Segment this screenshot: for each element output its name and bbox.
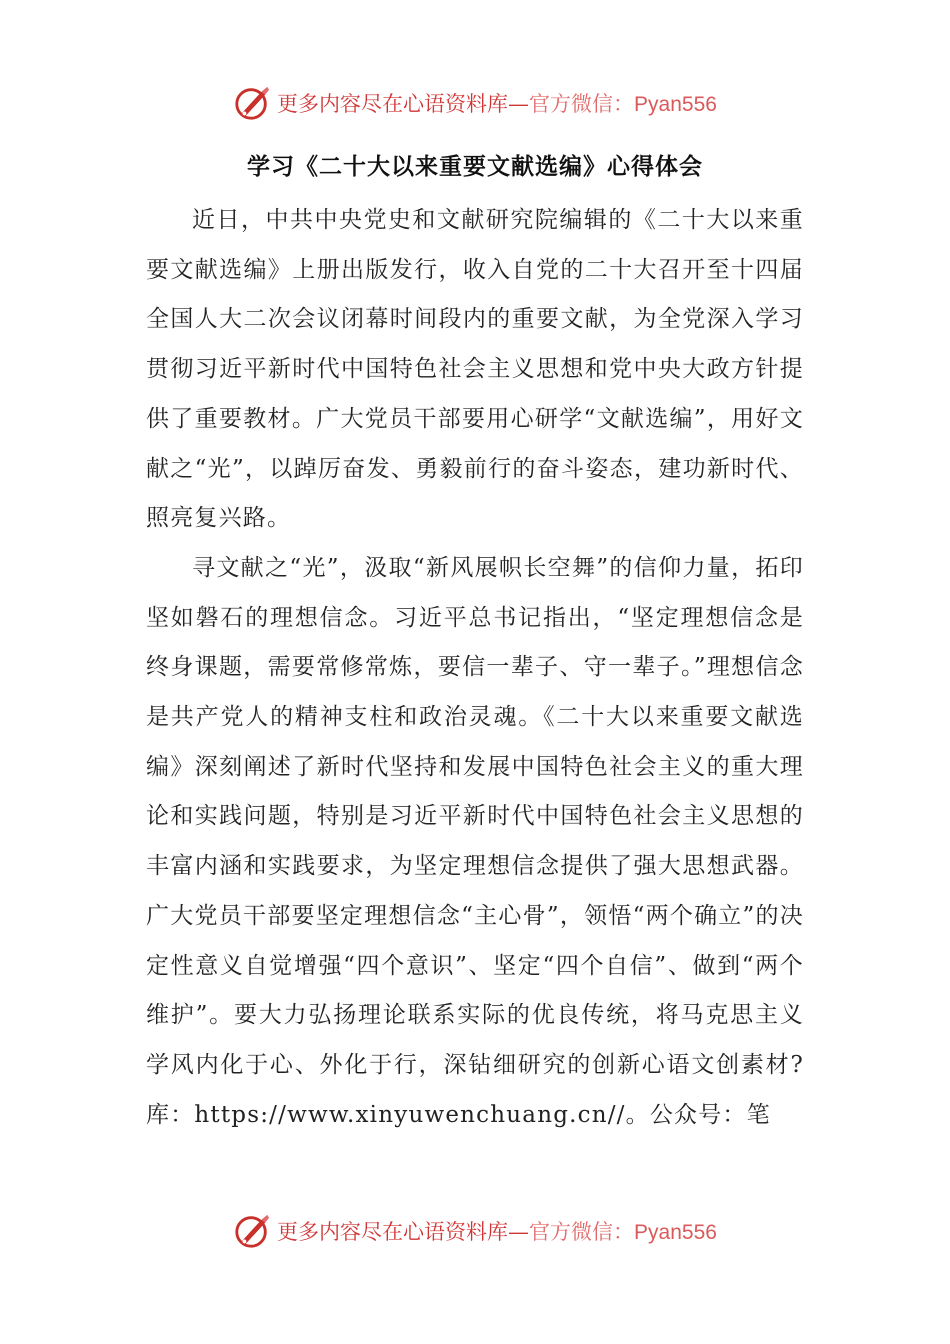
document-body	[146, 196, 804, 1140]
document-title: 学习《二十大以来重要文献选编》心得体会	[247, 154, 703, 180]
watermark-dash: —	[508, 1220, 530, 1244]
watermark-text	[277, 1216, 717, 1246]
paragraph-2: 寻文献之“光”，汲取“新风展帜长空舞”的信仰力量，拓印坚如磐石的理想信念。习近平总书记指出，“坚定理想信念是终身课题，需要常修常炼，要信一辈子、守一辈子。”理想信念是共产党人的精神支柱和政治灵魂。《二十大以来重要文献选编》深刻阐述了新时代坚持和发展中国特色社会主义的重大理论和实践问题，特别是习近平新时代中国特色社会主义思想的丰富内涵和实践要求，为坚定理想信念提供了强大思想武器。广大党员干部要坚定理想信念“主心骨”，领悟“两个确立”的决定性意义自觉增强“四个意识”、坚定“四个自信”、做到“两个维护”。要大力弘扬理论联系实际的优良传统，将马克思主义学风内化于心、外化于行，深钻细研究的创新心语文创素材?库：https://www.xinyuwenchuang.cn//。公众号：笔	[146, 554, 804, 1128]
watermark-text	[277, 88, 717, 118]
watermark-main: 更多内容尽在心语资料库	[277, 1220, 509, 1244]
watermark-dash: —	[508, 92, 530, 116]
watermark-wechat-label: 官方微信：	[529, 1220, 635, 1244]
watermark-header	[0, 78, 950, 128]
watermark-wechat-label: 官方微信：	[529, 92, 635, 116]
watermark-footer	[0, 1206, 950, 1256]
pen-logo-icon	[233, 84, 271, 122]
watermark-main: 更多内容尽在心语资料库	[277, 92, 509, 116]
watermark-wechat-id: Pyan556	[634, 1221, 717, 1244]
paragraph-1: 近日，中共中央党史和文献研究院编辑的《二十大以来重要文献选编》上册出版发行，收入自党的二十大召开至十四届全国人大二次会议闭幕时间段内的重要文献，为全党深入学习贯彻习近平新时代中国特色社会主义思想和党中央大政方针提供了重要教材。广大党员干部要用心研学“文献选编”，用好文献之“光”，以踔厉奋发、勇毅前行的奋斗姿态，建功新时代、照亮复兴路。	[146, 207, 804, 532]
watermark-wechat-id: Pyan556	[634, 93, 717, 116]
pen-logo-icon	[233, 1212, 271, 1250]
